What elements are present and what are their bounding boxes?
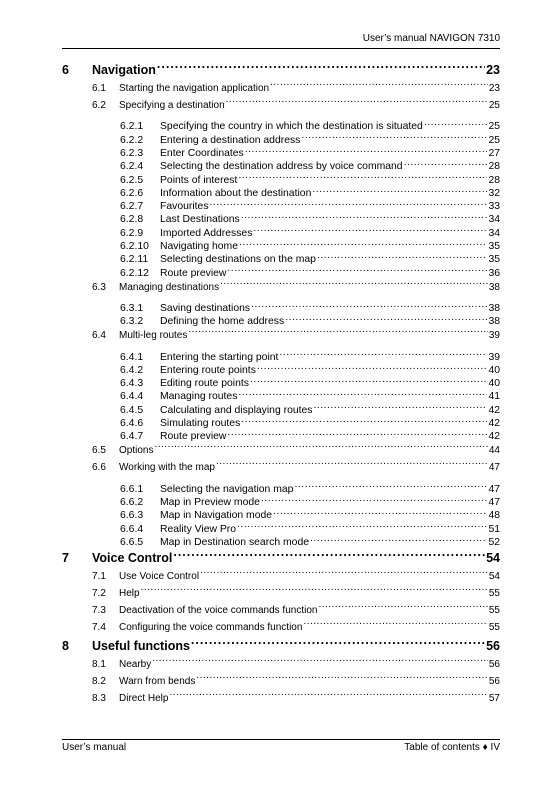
toc-entry-page: 55 bbox=[488, 604, 500, 616]
toc-entry-page: 25 bbox=[488, 121, 500, 133]
toc-entry-level3[interactable] bbox=[62, 314, 500, 327]
toc-entry-page: 57 bbox=[488, 692, 500, 704]
toc-dot-leader bbox=[314, 402, 488, 412]
toc-entry-level3[interactable] bbox=[62, 362, 500, 375]
toc-entry-number: 6.4.4 bbox=[120, 391, 144, 403]
toc-entry-number: 6.2.10 bbox=[120, 241, 149, 252]
toc-entry-title: Navigation bbox=[92, 63, 156, 77]
toc-dot-leader bbox=[238, 172, 487, 182]
toc-entry-level2[interactable] bbox=[62, 279, 500, 296]
toc-entry-page: 41 bbox=[488, 391, 500, 403]
toc-entry-page: 39 bbox=[488, 351, 500, 363]
page-footer-left: User’s manual bbox=[62, 742, 127, 753]
toc-entry-page: 28 bbox=[488, 174, 500, 186]
toc-entry-page: 48 bbox=[488, 510, 500, 522]
toc-entry-level2[interactable] bbox=[62, 80, 500, 97]
toc-entry-level1[interactable] bbox=[62, 636, 500, 656]
toc-entry-page: 54 bbox=[486, 550, 500, 565]
toc-dot-leader bbox=[237, 521, 487, 531]
toc-entry-number: 6.2.3 bbox=[120, 147, 144, 159]
toc-entry-title: Entering a destination address bbox=[160, 134, 301, 146]
toc-dot-leader bbox=[279, 349, 487, 359]
toc-entry-title: Voice Control bbox=[92, 550, 173, 565]
toc-entry-title: Managing routes bbox=[160, 391, 238, 403]
toc-entry-number: 6.2.9 bbox=[120, 227, 144, 239]
toc-entry-title: Defining the home address bbox=[160, 316, 285, 328]
toc-entry-number: 7.3 bbox=[92, 604, 106, 616]
toc-entry-page: 55 bbox=[488, 621, 500, 633]
toc-entry-number: 6.6.4 bbox=[120, 523, 144, 535]
toc-entry-title: Imported Addresses bbox=[160, 227, 253, 239]
toc-entry-number: 6.4.5 bbox=[120, 404, 144, 416]
toc-entry-number: 8.2 bbox=[92, 675, 106, 687]
toc-entry-page: 42 bbox=[488, 404, 500, 416]
toc-entry-level3[interactable] bbox=[62, 225, 500, 238]
toc-entry-level3[interactable] bbox=[62, 521, 500, 534]
toc-entry-level1[interactable] bbox=[62, 60, 500, 80]
toc-entry-number: 6.3.2 bbox=[120, 316, 144, 328]
toc-entry-page: 42 bbox=[488, 418, 500, 429]
page-header-title: User’s manual NAVIGON 7310 bbox=[362, 33, 500, 44]
toc-entry-number: 6.2.5 bbox=[120, 174, 144, 186]
toc-entry-title: Map in Destination search mode bbox=[160, 536, 310, 548]
toc-entry-level3[interactable] bbox=[62, 212, 500, 225]
toc-entry-number: 7 bbox=[62, 550, 69, 565]
toc-entry-title: Specifying the country in which the destination is situated bbox=[160, 121, 423, 133]
toc-dot-leader bbox=[310, 534, 487, 544]
toc-entry-title: Entering route points bbox=[160, 364, 256, 376]
toc-entry-page: 54 bbox=[488, 570, 500, 582]
toc-entry-level2[interactable] bbox=[62, 585, 500, 602]
toc-entry-page: 25 bbox=[488, 100, 500, 111]
toc-entry-number: 6.2.1 bbox=[120, 121, 144, 133]
toc-dot-leader bbox=[253, 225, 487, 235]
toc-dot-leader bbox=[141, 586, 488, 596]
toc-entry-level3[interactable] bbox=[62, 185, 500, 198]
toc-entry-level3[interactable] bbox=[62, 159, 500, 172]
toc-entry-level3[interactable] bbox=[62, 172, 500, 185]
toc-entry-title: Information about the destination bbox=[160, 187, 312, 199]
toc-dot-leader bbox=[210, 199, 488, 209]
toc-dot-leader bbox=[301, 132, 487, 142]
toc-entry-page: 52 bbox=[488, 536, 500, 548]
toc-entry-title: Route preview bbox=[160, 267, 227, 279]
toc-entry-level3[interactable] bbox=[62, 402, 500, 415]
toc-dot-leader bbox=[285, 314, 487, 324]
toc-entry-level3[interactable] bbox=[62, 508, 500, 521]
toc-entry-number: 6.4 bbox=[92, 330, 106, 342]
toc-entry-level3[interactable] bbox=[62, 376, 500, 389]
toc-entry-title: Selecting destinations on the map bbox=[160, 254, 316, 266]
toc-dot-leader bbox=[196, 674, 488, 684]
toc-entry-page: 42 bbox=[488, 431, 500, 443]
toc-entry-level2[interactable] bbox=[62, 690, 500, 707]
toc-dot-leader bbox=[241, 416, 487, 426]
toc-entry-title: Options bbox=[119, 445, 154, 457]
toc-entry-level3[interactable] bbox=[62, 349, 500, 362]
toc-entry-number: 6.6.2 bbox=[120, 496, 144, 508]
toc-dot-leader bbox=[154, 443, 487, 453]
toc-entry-title: Points of interest bbox=[160, 174, 238, 186]
toc-entry-number: 6.6.5 bbox=[120, 536, 144, 548]
toc-entry-level2[interactable] bbox=[62, 327, 500, 344]
toc-dot-leader bbox=[226, 98, 488, 108]
toc-entry-level3[interactable] bbox=[62, 534, 500, 547]
toc-dot-leader bbox=[220, 280, 488, 290]
toc-dot-leader bbox=[404, 159, 488, 169]
toc-entry-level2[interactable] bbox=[62, 459, 500, 476]
toc-entry-level3[interactable] bbox=[62, 429, 500, 442]
toc-dot-leader bbox=[261, 495, 488, 505]
toc-entry-number: 6.2.4 bbox=[120, 161, 144, 173]
toc-entry-page: 47 bbox=[488, 462, 500, 474]
toc-entry-number: 6.2.11 bbox=[120, 254, 149, 266]
toc-entry-title: Use Voice Control bbox=[119, 570, 200, 582]
toc-entry-number: 6.3.1 bbox=[120, 302, 144, 314]
toc-entry-page: 27 bbox=[488, 147, 500, 159]
toc-entry-page: 47 bbox=[488, 496, 500, 508]
toc-entry-page: 56 bbox=[486, 638, 500, 653]
toc-entry-title: Map in Preview mode bbox=[160, 496, 260, 508]
toc-dot-leader bbox=[273, 508, 487, 518]
toc-dot-leader bbox=[317, 252, 487, 262]
toc-dot-leader bbox=[157, 62, 485, 75]
toc-entry-title: Deactivation of the voice commands function bbox=[119, 604, 318, 616]
toc-entry-page: 40 bbox=[488, 364, 500, 376]
toc-entry-title: Simulating routes bbox=[160, 418, 241, 429]
toc-entry-level2[interactable] bbox=[62, 97, 500, 114]
toc-entry-title: Favourites bbox=[160, 201, 209, 213]
toc-entry-page: 47 bbox=[488, 483, 500, 495]
toc-dot-leader bbox=[312, 185, 487, 195]
toc-dot-leader bbox=[188, 328, 488, 338]
toc-entry-level3[interactable] bbox=[62, 265, 500, 278]
toc-entry-title: Route preview bbox=[160, 431, 227, 443]
toc-entry-number: 8 bbox=[62, 638, 69, 653]
toc-dot-leader bbox=[227, 265, 487, 275]
toc-entry-page: 38 bbox=[488, 302, 500, 314]
toc-entry-page: 38 bbox=[488, 316, 500, 328]
toc-entry-number: 6.6 bbox=[92, 462, 106, 474]
toc-entry-page: 36 bbox=[488, 267, 500, 279]
toc-entry-page: 56 bbox=[488, 675, 500, 687]
toc-dot-leader bbox=[238, 389, 487, 399]
toc-entry-page: 34 bbox=[488, 214, 500, 226]
toc-entry-page: 23 bbox=[488, 83, 500, 94]
toc-entry-level2[interactable] bbox=[62, 602, 500, 619]
toc-entry-level3[interactable] bbox=[62, 239, 500, 252]
toc-entry-number: 6.2.12 bbox=[120, 267, 149, 279]
toc-entry-page: 44 bbox=[488, 445, 500, 457]
toc-entry-title: Reality View Pro bbox=[160, 523, 237, 535]
toc-entry-title: Selecting the navigation map bbox=[160, 483, 294, 495]
toc-entry-title: Last Destinations bbox=[160, 214, 240, 226]
toc-entry-level2[interactable] bbox=[62, 656, 500, 673]
toc-entry-level3[interactable] bbox=[62, 199, 500, 212]
toc-entry-title: Navigating home bbox=[160, 241, 238, 252]
toc-entry-number: 7.2 bbox=[92, 587, 106, 599]
toc-entry-level3[interactable] bbox=[62, 132, 500, 145]
toc-dot-leader bbox=[303, 620, 487, 630]
toc-entry-level3[interactable] bbox=[62, 389, 500, 402]
toc-entry-title: Managing destinations bbox=[119, 281, 220, 293]
toc-entry-page: 51 bbox=[488, 523, 500, 535]
toc-entry-number: 6.1 bbox=[92, 83, 106, 94]
toc-entry-title: Useful functions bbox=[92, 638, 190, 653]
toc-entry-level3[interactable] bbox=[62, 495, 500, 508]
toc-entry-page: 35 bbox=[488, 241, 500, 252]
toc-entry-title: Calculating and displaying routes bbox=[160, 404, 313, 416]
toc-dot-leader bbox=[200, 569, 488, 579]
toc-entry-number: 6.4.7 bbox=[120, 431, 144, 443]
toc-entry-title: Configuring the voice commands function bbox=[119, 621, 303, 633]
toc-entry-page: 32 bbox=[488, 187, 500, 199]
toc-entry-title: Enter Coordinates bbox=[160, 147, 244, 159]
toc-entry-level3[interactable] bbox=[62, 252, 500, 265]
toc-entry-title: Direct Help bbox=[119, 692, 169, 704]
toc-dot-leader bbox=[294, 481, 487, 491]
toc-entry-number: 6.2 bbox=[92, 100, 106, 111]
toc-entry-number: 6.3 bbox=[92, 281, 106, 293]
toc-entry-page: 35 bbox=[488, 254, 500, 266]
toc-entry-number: 7.4 bbox=[92, 621, 106, 633]
toc-dot-leader bbox=[251, 301, 487, 311]
toc-entry-number: 6.4.6 bbox=[120, 418, 144, 429]
toc-entry-title: Starting the navigation application bbox=[119, 83, 270, 94]
toc-entry-page: 39 bbox=[488, 330, 500, 342]
toc-entry-title: Working with the map bbox=[119, 462, 215, 474]
toc-entry-number: 6.2.8 bbox=[120, 214, 144, 226]
header-divider bbox=[62, 48, 500, 49]
toc-entry-level3[interactable] bbox=[62, 119, 500, 132]
toc-dot-leader bbox=[239, 239, 487, 249]
toc-entry-title: Nearby bbox=[119, 658, 152, 670]
toc-entry-level3[interactable] bbox=[62, 146, 500, 159]
toc-entry-level2[interactable] bbox=[62, 673, 500, 690]
toc-entry-title: Help bbox=[119, 587, 140, 599]
toc-entry-number: 8.1 bbox=[92, 658, 106, 670]
toc-entry-title: Saving destinations bbox=[160, 302, 251, 314]
toc-entry-number: 6.2.7 bbox=[120, 201, 144, 213]
toc-dot-leader bbox=[250, 376, 487, 386]
toc-dot-leader bbox=[257, 362, 488, 372]
toc-dot-leader bbox=[191, 637, 485, 650]
toc-entry-level1[interactable] bbox=[62, 548, 500, 568]
toc-entry-page: 33 bbox=[488, 201, 500, 213]
toc-dot-leader bbox=[241, 212, 488, 222]
toc-dot-leader bbox=[173, 549, 485, 562]
toc-entry-number: 6.4.1 bbox=[120, 351, 144, 363]
toc-entry-title: Warn from bends bbox=[119, 675, 196, 687]
toc-entry-page: 34 bbox=[488, 227, 500, 239]
toc-entry-level3[interactable] bbox=[62, 416, 500, 429]
toc-dot-leader bbox=[318, 603, 487, 613]
toc-entry-level3[interactable] bbox=[62, 301, 500, 314]
toc-entry-number: 6.2.6 bbox=[120, 187, 144, 199]
toc-entry-number: 6.4.2 bbox=[120, 364, 144, 376]
toc-entry-page: 56 bbox=[488, 658, 500, 670]
toc-entry-title: Specifying a destination bbox=[119, 100, 225, 111]
toc-entry-title: Multi-leg routes bbox=[119, 330, 188, 342]
toc-entry-page: 38 bbox=[488, 281, 500, 293]
toc-entry-title: Editing route points bbox=[160, 378, 249, 390]
toc-entry-page: 55 bbox=[488, 587, 500, 599]
toc-dot-leader bbox=[270, 81, 488, 91]
toc-entry-level2[interactable] bbox=[62, 619, 500, 636]
toc-dot-leader bbox=[216, 460, 488, 470]
toc-entry-level2[interactable] bbox=[62, 442, 500, 459]
toc-entry-title: Selecting the destination address by voice command bbox=[160, 161, 403, 173]
toc-entry-number: 6.4.3 bbox=[120, 378, 144, 390]
toc-dot-leader bbox=[424, 119, 488, 129]
page-footer-right: Table of contents ♦ IV bbox=[404, 742, 500, 753]
toc-entry-level2[interactable] bbox=[62, 568, 500, 585]
toc-entry-page: 25 bbox=[488, 134, 500, 146]
toc-entry-number: 6.6.1 bbox=[120, 483, 144, 495]
toc-dot-leader bbox=[227, 429, 487, 439]
toc-entry-number: 6.2.2 bbox=[120, 134, 144, 146]
footer-divider bbox=[62, 739, 500, 740]
toc-entry-page: 28 bbox=[488, 161, 500, 173]
toc-entry-number: 6.5 bbox=[92, 445, 106, 457]
toc-entry-page: 40 bbox=[488, 378, 500, 390]
toc-entry-number: 6.6.3 bbox=[120, 510, 144, 522]
toc-entry-number: 7.1 bbox=[92, 570, 106, 582]
toc-entry-page: 23 bbox=[486, 63, 500, 77]
toc-dot-leader bbox=[169, 691, 487, 701]
toc-entry-number: 6 bbox=[62, 63, 69, 77]
toc-entry-title: Entering the starting point bbox=[160, 351, 279, 363]
table-of-contents bbox=[62, 60, 500, 707]
toc-dot-leader bbox=[245, 146, 488, 156]
toc-dot-leader bbox=[152, 657, 488, 667]
toc-entry-level3[interactable] bbox=[62, 481, 500, 494]
toc-entry-title: Map in Navigation mode bbox=[160, 510, 273, 522]
toc-entry-number: 8.3 bbox=[92, 692, 106, 704]
